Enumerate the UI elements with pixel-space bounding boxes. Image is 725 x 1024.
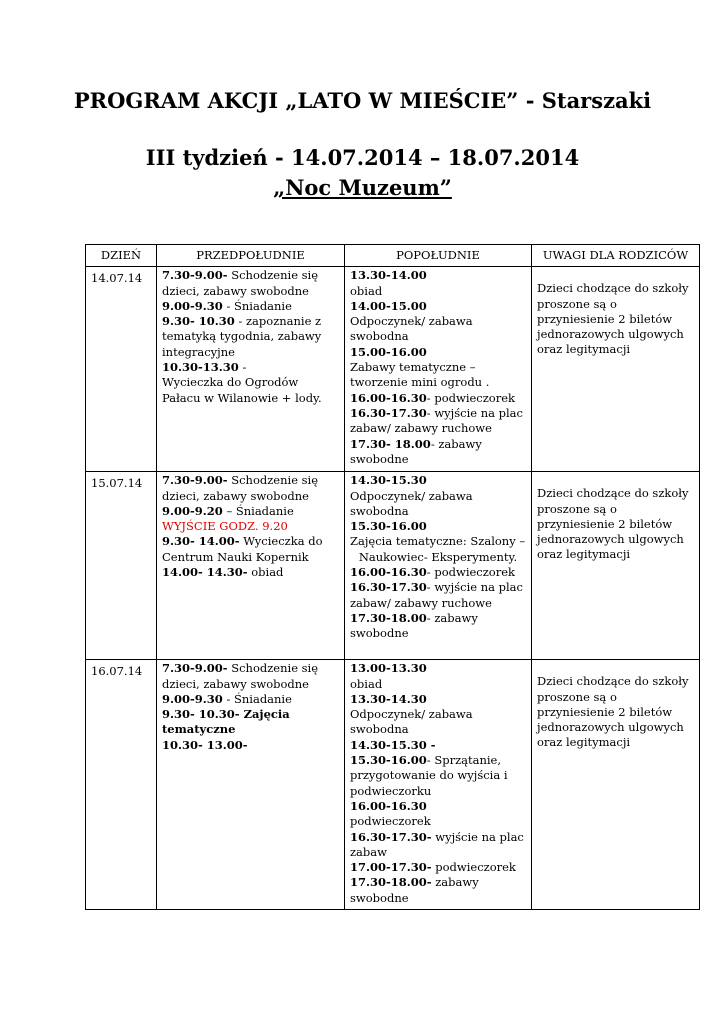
cell-line: proszone są o xyxy=(537,501,617,516)
activity-text: Odpoczynek/ zabawa xyxy=(350,488,473,503)
cell-line xyxy=(162,504,339,519)
time-range: 9.30- 14.00- xyxy=(162,534,240,549)
activity-text: swobodna xyxy=(350,503,409,518)
cell-line xyxy=(350,580,526,595)
activity-text: - podwieczorek xyxy=(426,565,516,580)
cell-line: jednorazowych ulgowych xyxy=(537,327,684,342)
activity-text: dzieci, zabawy swobodne xyxy=(162,283,309,298)
activity-text: zabawy xyxy=(431,875,479,890)
cell-line xyxy=(350,875,526,890)
time-range: 16.00-16.30 xyxy=(350,798,427,813)
cell-line xyxy=(350,677,526,692)
cell-line xyxy=(350,692,526,707)
activity-text: swobodna xyxy=(350,722,409,737)
activity-text: zabaw xyxy=(350,844,387,859)
cell-line: oraz legitymacji xyxy=(537,547,631,562)
document-title: PROGRAM AKCJI „LATO W MIEŚCIE” - Starszaki xyxy=(73,88,652,113)
time-range: 15.30-16.00 xyxy=(350,519,427,534)
time-range: tematyczne xyxy=(162,722,236,737)
time-range: 9.30- 10.30 xyxy=(162,314,235,329)
cell-line: oraz legitymacji xyxy=(537,342,631,357)
activity-text: dzieci, zabawy swobodne xyxy=(162,676,309,691)
cell-line xyxy=(350,611,526,626)
activity-text: swobodna xyxy=(350,329,409,344)
time-range: 15.00-16.00 xyxy=(350,344,427,359)
activity-text: Zabawy tematyczne – xyxy=(350,360,476,375)
cell-line xyxy=(162,565,339,580)
cell-line xyxy=(350,814,526,829)
cell-line xyxy=(162,299,339,314)
cell-line: przyniesienie 2 biletów xyxy=(537,311,673,326)
activity-text: - Śniadanie xyxy=(222,298,292,313)
activity-text: – Śniadanie xyxy=(222,503,294,518)
cell-line xyxy=(162,391,339,406)
table-header-row xyxy=(86,245,700,267)
cell-line: jednorazowych ulgowych xyxy=(537,532,684,547)
cell-line: jednorazowych ulgowych xyxy=(537,720,684,735)
cell-line xyxy=(162,550,339,565)
activity-text: Naukowiec- Eksperymenty. xyxy=(358,549,518,564)
cell-line: Dzieci chodzące do szkoły xyxy=(537,674,689,689)
cell-line xyxy=(350,452,526,467)
cell-line xyxy=(162,661,339,676)
time-range: 16.30-17.30 xyxy=(350,580,427,595)
time-range: 17.00-17.30- xyxy=(350,860,432,875)
cell-line xyxy=(350,626,526,641)
time-range: 13.00-13.30 xyxy=(350,661,427,676)
notes-cell xyxy=(532,267,700,472)
table-row xyxy=(86,472,700,660)
activity-text: swobodne xyxy=(350,626,409,641)
activity-text: - xyxy=(238,360,247,375)
time-range: 14.30-15.30 xyxy=(350,473,427,488)
activity-text: obiad xyxy=(350,676,383,691)
header-morning: PRZEDPOŁUDNIE xyxy=(157,245,345,267)
activity-text: Schodzenie się xyxy=(227,473,319,488)
cell-line xyxy=(350,489,526,504)
cell-line xyxy=(350,738,526,753)
activity-text: podwieczorek xyxy=(350,814,431,829)
cell-line xyxy=(162,284,339,299)
header-afternoon: POPOŁUDNIE xyxy=(345,245,532,267)
time-range: 13.30-14.30 xyxy=(350,691,427,706)
cell-line: oraz legitymacji xyxy=(537,735,631,750)
cell-line xyxy=(350,661,526,676)
activity-text: - Sprzątanie, xyxy=(426,753,502,768)
activity-text: tematyką tygodnia, zabawy xyxy=(162,329,322,344)
cell-line xyxy=(350,391,526,406)
cell-line xyxy=(350,329,526,344)
cell-line xyxy=(350,284,526,299)
time-range: 14.00-15.00 xyxy=(350,298,427,313)
time-range: 15.30-16.00 xyxy=(350,753,427,768)
cell-line xyxy=(350,299,526,314)
cell-line xyxy=(350,799,526,814)
cell-line xyxy=(350,519,526,534)
theme-title: „Noc Muzeum” xyxy=(273,175,452,200)
header-notes: UWAGI DLA RODZICÓW xyxy=(532,245,700,267)
time-range: 17.30-18.00- xyxy=(350,875,432,890)
time-range: 7.30-9.00- xyxy=(162,268,228,283)
cell-line xyxy=(350,314,526,329)
cell-line xyxy=(162,677,339,692)
cell-line xyxy=(162,489,339,504)
cell-line xyxy=(162,692,339,707)
cell-line xyxy=(350,753,526,768)
cell-line xyxy=(162,345,339,360)
time-range: 16.00-16.30 xyxy=(350,565,427,580)
time-range: 16.30-17.30 xyxy=(350,405,427,420)
day-cell: 14.07.14 xyxy=(86,267,157,472)
activity-text: - zapoznanie z xyxy=(234,314,322,329)
activity-text: dzieci, zabawy swobodne xyxy=(162,488,309,503)
cell-line xyxy=(350,437,526,452)
cell-line xyxy=(350,375,526,390)
cell-line xyxy=(350,268,526,283)
activity-text: Schodzenie się xyxy=(227,661,319,676)
activity-text: Pałacu w Wilanowie + lody. xyxy=(162,390,322,405)
activity-text: - wyjście na plac xyxy=(426,405,523,420)
cell-line: przyniesienie 2 biletów xyxy=(537,704,673,719)
morning-cell xyxy=(157,267,345,472)
time-range: 7.30-9.00- xyxy=(162,661,228,676)
cell-line xyxy=(162,534,339,549)
cell-line xyxy=(162,314,339,329)
cell-line xyxy=(350,421,526,436)
week-title: III tydzień - 14.07.2014 – 18.07.2014 xyxy=(145,145,580,170)
activity-text: swobodne xyxy=(350,890,409,905)
table-row xyxy=(86,660,700,910)
cell-line xyxy=(162,473,339,488)
day-cell: 16.07.14 xyxy=(86,660,157,910)
cell-line xyxy=(162,707,339,722)
cell-line xyxy=(162,360,339,375)
activity-text: - wyjście na plac xyxy=(426,580,523,595)
cell-line xyxy=(350,891,526,906)
activity-text: Wycieczka do Ogrodów xyxy=(162,375,299,390)
cell-line xyxy=(350,860,526,875)
afternoon-cell xyxy=(345,660,532,910)
activity-text: - Śniadanie xyxy=(222,691,292,706)
activity-text: Schodzenie się xyxy=(227,268,319,283)
cell-line: Dzieci chodzące do szkoły xyxy=(537,486,689,501)
cell-line xyxy=(350,406,526,421)
activity-text: Odpoczynek/ zabawa xyxy=(350,707,473,722)
afternoon-cell xyxy=(345,472,532,660)
activity-text: tworzenie mini ogrodu . xyxy=(350,375,490,390)
activity-text: Centrum Nauki Kopernik xyxy=(162,549,309,564)
cell-line xyxy=(350,768,526,783)
time-range: 9.00-9.30 xyxy=(162,298,223,313)
time-range: 16.30-17.30- xyxy=(350,829,432,844)
activity-text: - zabawy xyxy=(426,610,478,625)
activity-text: obiad xyxy=(247,565,284,580)
morning-cell xyxy=(157,660,345,910)
cell-line xyxy=(350,707,526,722)
cell-line xyxy=(162,268,339,283)
table-row xyxy=(86,267,700,472)
schedule-table xyxy=(85,244,700,910)
time-range: 7.30-9.00- xyxy=(162,473,228,488)
header-day: DZIEŃ xyxy=(86,245,157,267)
morning-cell xyxy=(157,472,345,660)
notes-cell xyxy=(532,660,700,910)
cell-line xyxy=(350,345,526,360)
cell-line xyxy=(350,830,526,845)
time-range: 17.30- 18.00 xyxy=(350,436,431,451)
cell-line xyxy=(350,504,526,519)
cell-line: przyniesienie 2 biletów xyxy=(537,516,673,531)
cell-line: Dzieci chodzące do szkoły xyxy=(537,281,689,296)
afternoon-cell xyxy=(345,267,532,472)
activity-text: obiad xyxy=(350,283,383,298)
activity-text: podwieczorku xyxy=(350,783,432,798)
activity-text: - podwieczorek xyxy=(426,390,516,405)
activity-text: zabaw/ zabawy ruchowe xyxy=(350,595,492,610)
cell-line xyxy=(350,565,526,580)
time-range: 10.30-13.30 xyxy=(162,360,239,375)
cell-line xyxy=(162,519,339,534)
cell-line xyxy=(350,550,526,565)
cell-line xyxy=(350,473,526,488)
cell-line xyxy=(162,329,339,344)
time-range: 14.30-15.30 - xyxy=(350,737,436,752)
time-range: 16.00-16.30 xyxy=(350,390,427,405)
activity-text: Wycieczka do xyxy=(239,534,323,549)
cell-line: proszone są o xyxy=(537,296,617,311)
time-range: 9.00-9.30 xyxy=(162,691,223,706)
activity-text: Zajęcia tematyczne: Szalony – xyxy=(350,534,526,549)
time-range: 9.30- 10.30- Zajęcia xyxy=(162,707,290,722)
cell-line xyxy=(350,534,526,549)
activity-text: Odpoczynek/ zabawa xyxy=(350,314,473,329)
cell-line xyxy=(350,784,526,799)
cell-line xyxy=(162,375,339,390)
cell-line xyxy=(162,722,339,737)
activity-text: wyjście na plac xyxy=(431,829,524,844)
cell-line: proszone są o xyxy=(537,689,617,704)
cell-line xyxy=(350,596,526,611)
activity-text: - zabawy xyxy=(430,436,482,451)
time-range: 13.30-14.00 xyxy=(350,268,427,283)
activity-text: przygotowanie do wyjścia i xyxy=(350,768,508,783)
time-range: 14.00- 14.30- xyxy=(162,565,248,580)
departure-notice: WYJŚCIE GODZ. 9.20 xyxy=(162,519,288,534)
notes-cell xyxy=(532,472,700,660)
cell-line xyxy=(350,845,526,860)
cell-line xyxy=(350,722,526,737)
activity-text: swobodne xyxy=(350,451,409,466)
activity-text: podwieczorek xyxy=(431,860,516,875)
cell-line xyxy=(162,738,339,753)
cell-line xyxy=(350,360,526,375)
activity-text: zabaw/ zabawy ruchowe xyxy=(350,421,492,436)
day-cell: 15.07.14 xyxy=(86,472,157,660)
time-range: 9.00-9.20 xyxy=(162,503,223,518)
time-range: 10.30- 13.00- xyxy=(162,737,248,752)
time-range: 17.30-18.00 xyxy=(350,610,427,625)
activity-text: integracyjne xyxy=(162,344,235,359)
